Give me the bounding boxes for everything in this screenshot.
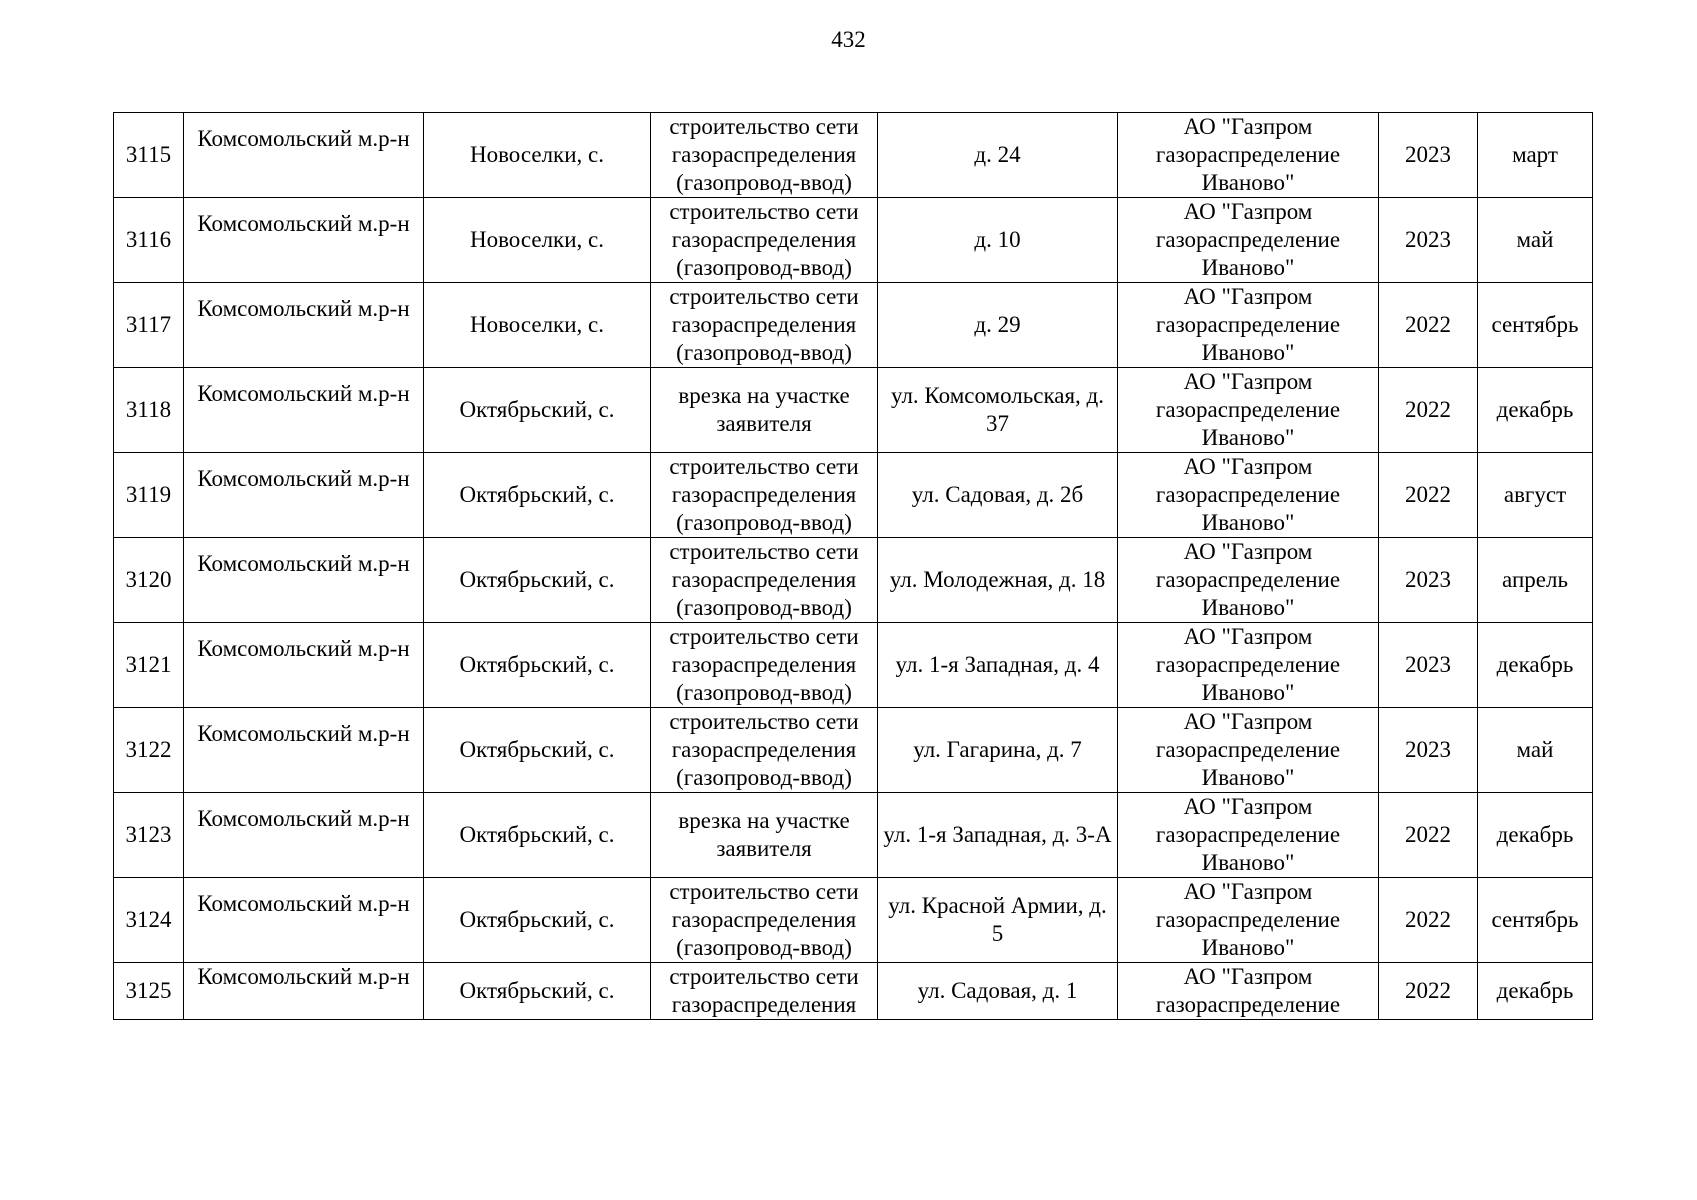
organization-text: АО "Газпром газораспределение Иваново" [1155, 539, 1341, 620]
work-type-cell [651, 538, 878, 623]
district-cell [184, 878, 424, 963]
organization-text: АО "Газпром газораспределение [1155, 964, 1341, 1017]
work-type-cell [651, 793, 878, 878]
settlement-cell: Октябрьский, с. [424, 453, 651, 538]
organization-cell [1118, 113, 1379, 198]
work-type-text: строительство сети газораспределения (газопровод-ввод) [669, 879, 859, 960]
year-cell: 2022 [1379, 963, 1478, 1020]
organization-cell [1118, 453, 1379, 538]
district-cell [184, 283, 424, 368]
year-cell: 2023 [1379, 708, 1478, 793]
district-text: Комсомольский м.р-н [197, 636, 410, 661]
address-cell: ул. 1-я Западная, д. 4 [878, 623, 1118, 708]
settlement-cell: Октябрьский, с. [424, 793, 651, 878]
year-cell: 2023 [1379, 113, 1478, 198]
address-cell: ул. Гагарина, д. 7 [878, 708, 1118, 793]
row-number-cell: 3122 [114, 708, 184, 793]
district-text: Комсомольский м.р-н [197, 806, 410, 831]
table-row [114, 623, 1593, 708]
organization-text: АО "Газпром газораспределение Иваново" [1155, 114, 1341, 195]
district-cell [184, 538, 424, 623]
district-cell [184, 368, 424, 453]
work-type-text: врезка на участке заявителя [678, 383, 850, 436]
month-cell: апрель [1478, 538, 1593, 623]
row-number-cell: 3119 [114, 453, 184, 538]
work-type-cell [651, 878, 878, 963]
organization-cell [1118, 793, 1379, 878]
district-cell [184, 708, 424, 793]
district-cell [184, 793, 424, 878]
organization-text: АО "Газпром газораспределение Иваново" [1155, 794, 1341, 875]
address-cell: ул. Садовая, д. 2б [878, 453, 1118, 538]
row-number-cell: 3124 [114, 878, 184, 963]
district-text: Комсомольский м.р-н [197, 466, 410, 491]
work-type-text: строительство сети газораспределения (газопровод-ввод) [669, 709, 859, 790]
organization-text: АО "Газпром газораспределение Иваново" [1155, 624, 1341, 705]
table-row [114, 963, 1593, 1020]
month-cell: май [1478, 198, 1593, 283]
district-cell [184, 453, 424, 538]
settlement-cell: Новоселки, с. [424, 113, 651, 198]
organization-cell [1118, 368, 1379, 453]
work-type-cell [651, 708, 878, 793]
work-type-cell [651, 963, 878, 1020]
work-type-cell [651, 453, 878, 538]
month-cell: декабрь [1478, 963, 1593, 1020]
district-text: Комсомольский м.р-н [197, 296, 410, 321]
page-number: 432 [831, 27, 866, 52]
work-type-text: строительство сети газораспределения (газопровод-ввод) [669, 284, 859, 365]
address-cell: ул. 1-я Западная, д. 3-А [878, 793, 1118, 878]
table-row [114, 453, 1593, 538]
year-cell: 2022 [1379, 283, 1478, 368]
row-number-cell: 3118 [114, 368, 184, 453]
row-number-cell: 3115 [114, 113, 184, 198]
organization-cell [1118, 538, 1379, 623]
row-number-cell: 3117 [114, 283, 184, 368]
organization-cell [1118, 623, 1379, 708]
district-text: Комсомольский м.р-н [197, 211, 410, 236]
work-type-cell [651, 113, 878, 198]
month-cell: декабрь [1478, 793, 1593, 878]
year-cell: 2023 [1379, 198, 1478, 283]
district-cell [184, 198, 424, 283]
year-cell: 2022 [1379, 368, 1478, 453]
settlement-cell: Октябрьский, с. [424, 963, 651, 1020]
settlement-cell: Новоселки, с. [424, 198, 651, 283]
organization-cell [1118, 708, 1379, 793]
month-cell: сентябрь [1478, 283, 1593, 368]
month-cell: декабрь [1478, 368, 1593, 453]
work-type-text: строительство сети газораспределения (газопровод-ввод) [669, 624, 859, 705]
work-type-text: строительство сети газораспределения (газопровод-ввод) [669, 539, 859, 620]
address-cell: ул. Красной Армии, д. 5 [878, 878, 1118, 963]
work-type-text: строительство сети газораспределения (газопровод-ввод) [669, 199, 859, 280]
year-cell: 2023 [1379, 623, 1478, 708]
work-type-cell [651, 198, 878, 283]
settlement-cell: Новоселки, с. [424, 283, 651, 368]
district-text: Комсомольский м.р-н [197, 381, 410, 406]
organization-text: АО "Газпром газораспределение Иваново" [1155, 199, 1341, 280]
address-cell: д. 24 [878, 113, 1118, 198]
address-cell: ул. Молодежная, д. 18 [878, 538, 1118, 623]
district-cell [184, 623, 424, 708]
organization-text: АО "Газпром газораспределение Иваново" [1155, 879, 1341, 960]
settlement-cell: Октябрьский, с. [424, 368, 651, 453]
district-cell [184, 113, 424, 198]
work-type-text: врезка на участке заявителя [678, 808, 850, 861]
work-type-cell [651, 368, 878, 453]
district-text: Комсомольский м.р-н [197, 126, 410, 151]
row-number-cell: 3120 [114, 538, 184, 623]
row-number-cell: 3121 [114, 623, 184, 708]
address-cell: ул. Комсомольская, д. 37 [878, 368, 1118, 453]
row-number-cell: 3116 [114, 198, 184, 283]
settlement-cell: Октябрьский, с. [424, 708, 651, 793]
month-cell: март [1478, 113, 1593, 198]
organization-text: АО "Газпром газораспределение Иваново" [1155, 284, 1341, 365]
gas-connection-table [113, 112, 1593, 1020]
settlement-cell: Октябрьский, с. [424, 538, 651, 623]
address-cell: д. 29 [878, 283, 1118, 368]
organization-text: АО "Газпром газораспределение Иваново" [1155, 369, 1341, 450]
table-row [114, 198, 1593, 283]
work-type-text: строительство сети газораспределения [669, 964, 859, 1017]
organization-text: АО "Газпром газораспределение Иваново" [1155, 454, 1341, 535]
organization-text: АО "Газпром газораспределение Иваново" [1155, 709, 1341, 790]
month-cell: сентябрь [1478, 878, 1593, 963]
month-cell: август [1478, 453, 1593, 538]
table-row [114, 793, 1593, 878]
district-text: Комсомольский м.р-н [197, 551, 410, 576]
table-row [114, 878, 1593, 963]
work-type-cell [651, 283, 878, 368]
table-row [114, 368, 1593, 453]
work-type-cell [651, 623, 878, 708]
address-cell: ул. Садовая, д. 1 [878, 963, 1118, 1020]
organization-cell [1118, 878, 1379, 963]
year-cell: 2022 [1379, 878, 1478, 963]
settlement-cell: Октябрьский, с. [424, 878, 651, 963]
row-number-cell: 3125 [114, 963, 184, 1020]
organization-cell [1118, 283, 1379, 368]
settlement-cell: Октябрьский, с. [424, 623, 651, 708]
organization-cell [1118, 963, 1379, 1020]
table-row [114, 538, 1593, 623]
table-body [114, 113, 1593, 1020]
district-text: Комсомольский м.р-н [197, 964, 410, 989]
address-cell: д. 10 [878, 198, 1118, 283]
work-type-text: строительство сети газораспределения (газопровод-ввод) [669, 454, 859, 535]
year-cell: 2022 [1379, 453, 1478, 538]
district-cell [184, 963, 424, 1020]
work-type-text: строительство сети газораспределения (газопровод-ввод) [669, 114, 859, 195]
row-number-cell: 3123 [114, 793, 184, 878]
month-cell: май [1478, 708, 1593, 793]
year-cell: 2023 [1379, 538, 1478, 623]
year-cell: 2022 [1379, 793, 1478, 878]
table-row [114, 283, 1593, 368]
table-row [114, 113, 1593, 198]
district-text: Комсомольский м.р-н [197, 721, 410, 746]
district-text: Комсомольский м.р-н [197, 891, 410, 916]
table-row [114, 708, 1593, 793]
organization-cell [1118, 198, 1379, 283]
month-cell: декабрь [1478, 623, 1593, 708]
